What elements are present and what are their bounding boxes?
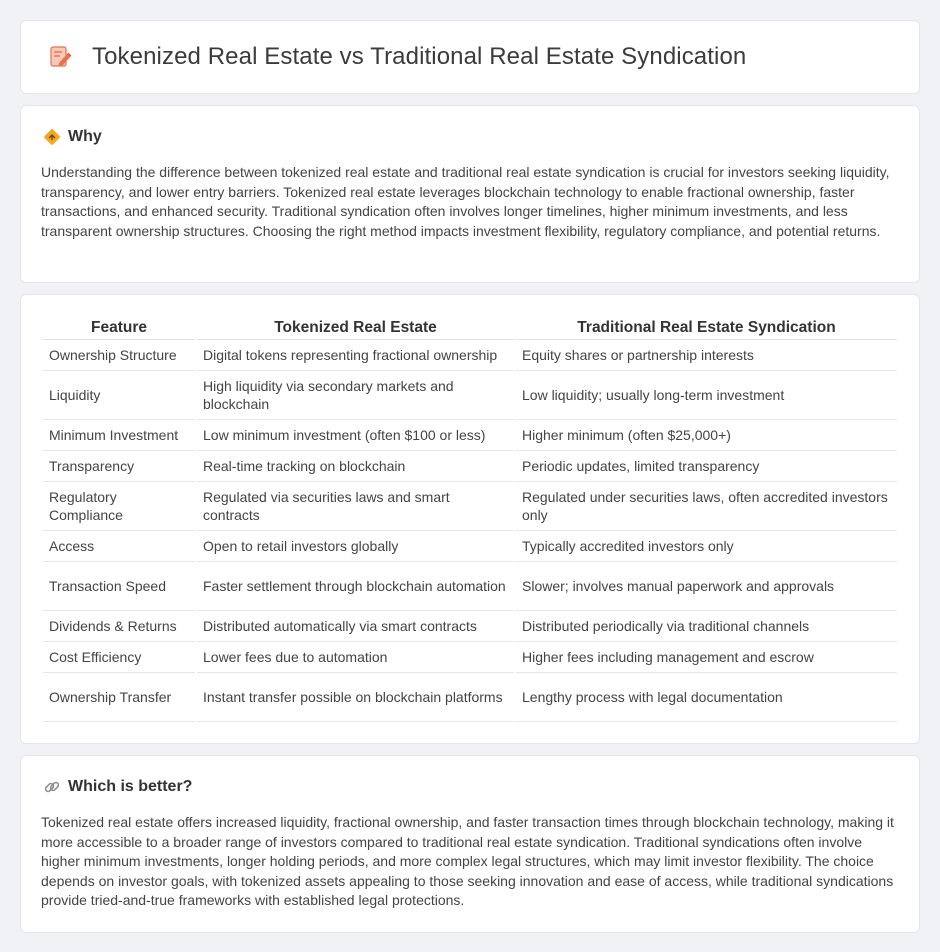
table-row (43, 420, 897, 451)
table-row (43, 673, 897, 722)
traditional-cell: Periodic updates, limited transparency (516, 451, 897, 482)
link-icon (43, 778, 61, 796)
tokenized-cell: Distributed automatically via smart contracts (197, 611, 514, 642)
feature-cell: Regulatory Compliance (43, 482, 195, 531)
feature-cell: Transparency (43, 451, 195, 482)
traditional-cell: Equity shares or partnership interests (516, 340, 897, 371)
feature-cell: Ownership Transfer (43, 673, 195, 722)
header-tokenized: Tokenized Real Estate (197, 315, 514, 340)
tokenized-cell: Regulated via securities laws and smart contracts (197, 482, 514, 531)
feature-cell: Ownership Structure (43, 340, 195, 371)
why-text: Understanding the difference between tokenized real estate and traditional real estate syndication is crucial for investors seeking liquidity, transparency, and lower entry barriers. Tokenized real estate leverages blockchain technology to enable fractional ownership, faster transactions, and enhanced security. Traditional syndication often involves longer timelines, higher minimum investments, and less transparent ownership structures. Choosing the right method impacts investment flexibility, regulatory compliance, and potential returns. (41, 164, 890, 239)
header-traditional: Traditional Real Estate Syndication (516, 315, 897, 340)
tokenized-cell: Lower fees due to automation (197, 642, 514, 673)
tokenized-cell: Digital tokens representing fractional ownership (197, 340, 514, 371)
feature-cell: Access (43, 531, 195, 562)
tokenized-cell: Open to retail investors globally (197, 531, 514, 562)
better-text: Tokenized real estate offers increased liquidity, fractional ownership, and faster transaction times through blockchain technology, making it more accessible to a broader range of investors compared to traditional real estate syndication. Traditional syndications often involve higher minimum investments, longer holding periods, and more complex legal structures, which may limit investor flexibility. The choice depends on investor goals, with tokenized assets appealing to those seeking innovation and ease of access, while traditional syndications provide tried-and-true frameworks with established legal protections. (41, 814, 894, 909)
tokenized-cell: Low minimum investment (often $100 or less) (197, 420, 514, 451)
header-feature: Feature (43, 315, 195, 340)
tokenized-cell: Real-time tracking on blockchain (197, 451, 514, 482)
tokenized-cell: Faster settlement through blockchain automation (197, 562, 514, 611)
table-row (43, 340, 897, 371)
feature-cell: Liquidity (43, 371, 195, 420)
page-title: Tokenized Real Estate vs Traditional Real Estate Syndication (92, 43, 747, 70)
traditional-cell: Distributed periodically via traditional channels (516, 611, 897, 642)
feature-cell: Minimum Investment (43, 420, 195, 451)
tokenized-cell: Instant transfer possible on blockchain platforms (197, 673, 514, 722)
feature-cell: Dividends & Returns (43, 611, 195, 642)
table-row (43, 371, 897, 420)
comparison-table-card (20, 294, 920, 744)
better-header (41, 778, 899, 796)
table-header-row (43, 315, 897, 340)
traditional-cell: Low liquidity; usually long-term investment (516, 371, 897, 420)
which-is-better-section (20, 755, 920, 933)
traditional-cell: Higher fees including management and escrow (516, 642, 897, 673)
why-header (41, 128, 899, 146)
tokenized-cell: High liquidity via secondary markets and blockchain (197, 371, 514, 420)
feature-cell: Transaction Speed (43, 562, 195, 611)
feature-cell: Cost Efficiency (43, 642, 195, 673)
traditional-cell: Typically accredited investors only (516, 531, 897, 562)
road-sign-icon (43, 128, 61, 146)
traditional-cell: Lengthy process with legal documentation (516, 673, 897, 722)
why-title: Why (68, 128, 102, 145)
table-row (43, 611, 897, 642)
table-row (43, 531, 897, 562)
traditional-cell: Higher minimum (often $25,000+) (516, 420, 897, 451)
traditional-cell: Regulated under securities laws, often accredited investors only (516, 482, 897, 531)
better-title: Which is better? (68, 778, 193, 795)
why-section (20, 105, 920, 283)
traditional-cell: Slower; involves manual paperwork and approvals (516, 562, 897, 611)
table-row (43, 482, 897, 531)
table-row (43, 562, 897, 611)
table-row (43, 451, 897, 482)
comparison-table (41, 315, 899, 722)
document-edit-icon (47, 44, 73, 70)
table-row (43, 642, 897, 673)
header-card (20, 20, 920, 94)
